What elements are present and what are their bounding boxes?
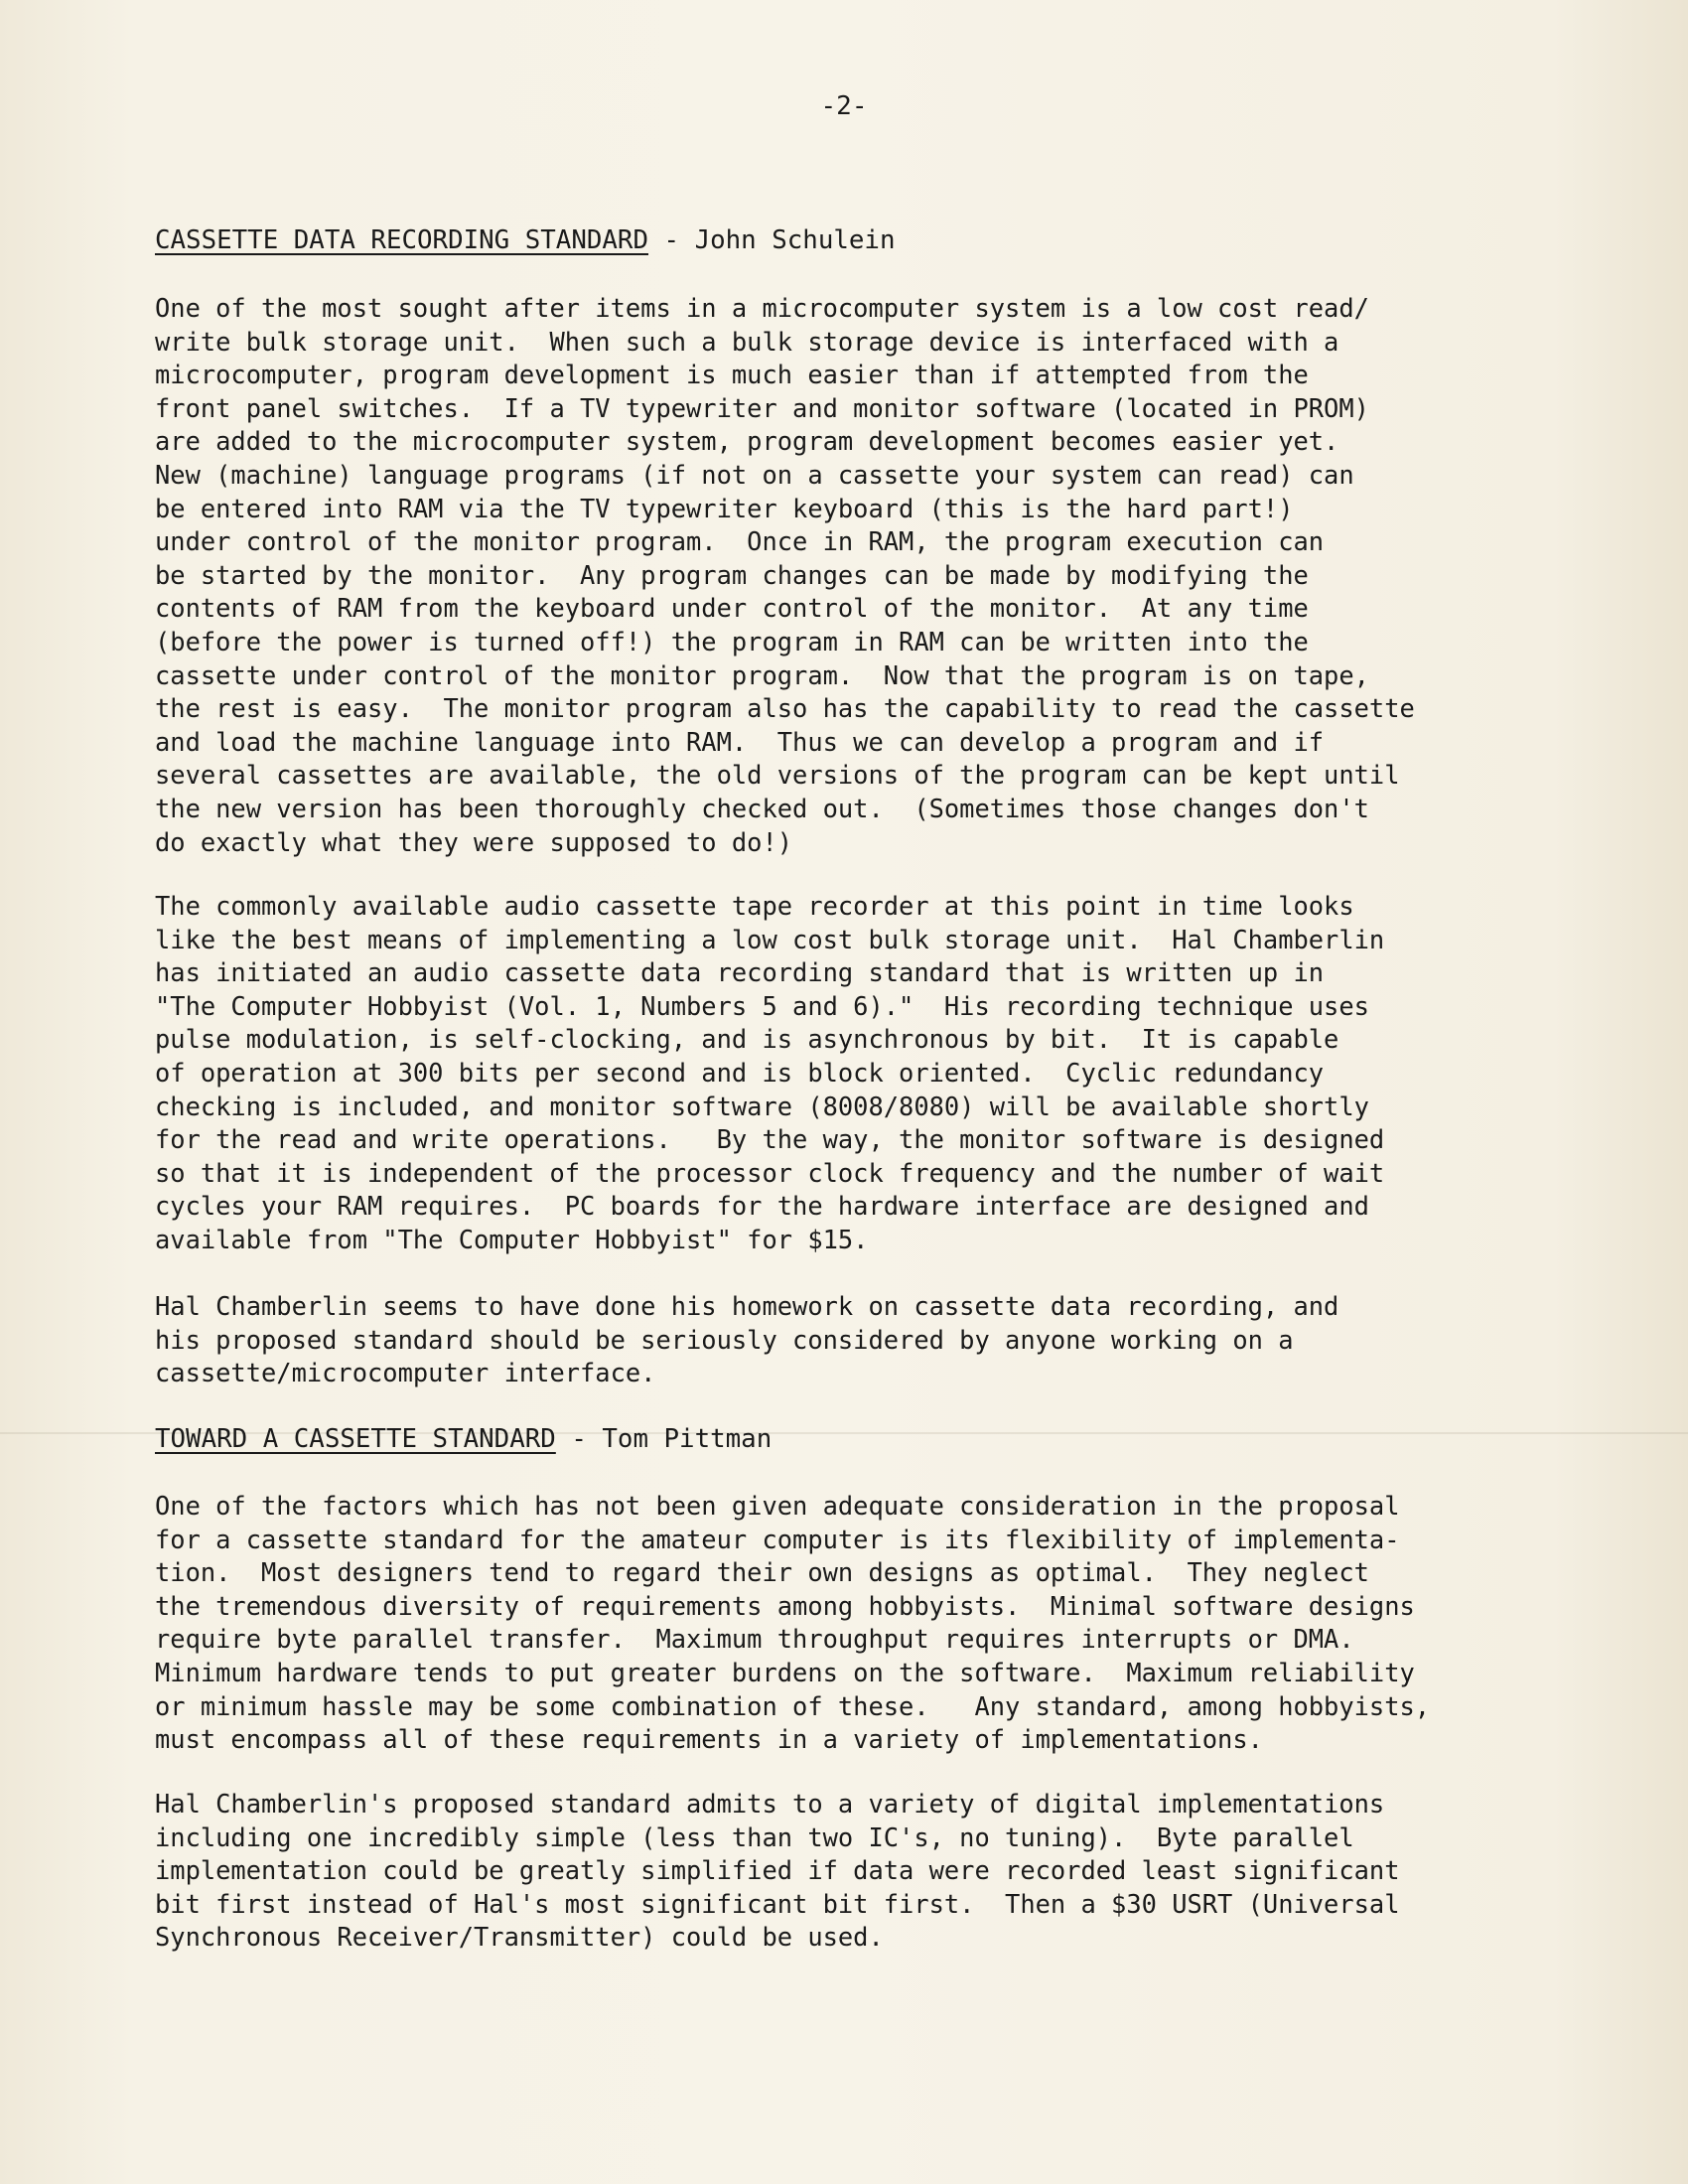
- article-paragraph: [155, 292, 1415, 859]
- text-line: checking is included, and monitor software (8008/8080) will be available shortly: [155, 1091, 1369, 1121]
- article-heading-toward-a-cassette-standard: [155, 1423, 772, 1457]
- text-line: pulse modulation, is self-clocking, and is asynchronous by bit. It is capable: [155, 1024, 1339, 1055]
- text-line: for a cassette standard for the amateur computer is its flexibility of implementa-: [155, 1524, 1400, 1554]
- text-line: implementation could be greatly simplified if data were recorded least significant: [155, 1855, 1400, 1886]
- article-paragraph: [155, 890, 1384, 1257]
- text-line: like the best means of implementing a low cost bulk storage unit. Hal Chamberlin: [155, 924, 1385, 954]
- text-line: of operation at 300 bits per second and is block oriented. Cyclic redundancy: [155, 1057, 1325, 1088]
- article-author: Tom Pittman: [602, 1424, 773, 1454]
- text-line: Hal Chamberlin's proposed standard admits to a variety of digital implementations: [155, 1789, 1385, 1819]
- text-line: Hal Chamberlin seems to have done his homework on cassette data recording, and: [155, 1291, 1339, 1321]
- text-line: require byte parallel transfer. Maximum throughput requires interrupts or DMA.: [155, 1624, 1354, 1655]
- text-line: cassette under control of the monitor program. Now that the program is on tape,: [155, 659, 1369, 690]
- text-line: front panel switches. If a TV typewriter and monitor software (located in PROM): [155, 392, 1369, 423]
- text-line: write bulk storage unit. When such a bulk storage device is interfaced with a: [155, 326, 1339, 357]
- text-line: do exactly what they were supposed to do!): [155, 826, 793, 857]
- text-line: available from "The Computer Hobbyist" for $15.: [155, 1224, 869, 1254]
- text-line: several cassettes are available, the old versions of the program can be kept until: [155, 760, 1400, 791]
- article-title: CASSETTE DATA RECORDING STANDARD: [155, 225, 648, 255]
- text-line: (before the power is turned off!) the program in RAM can be written into the: [155, 626, 1309, 656]
- text-line: microcomputer, program development is much easier than if attempted from the: [155, 360, 1309, 390]
- text-line: tion. Most designers tend to regard their own designs as optimal. They neglect: [155, 1557, 1369, 1588]
- text-line: New (machine) language programs (if not on a cassette your system can read) can: [155, 459, 1354, 490]
- text-line: One of the factors which has not been given adequate consideration in the proposal: [155, 1491, 1400, 1521]
- article-paragraph: [155, 1290, 1338, 1390]
- text-line: Synchronous Receiver/Transmitter) could be used.: [155, 1922, 884, 1953]
- article-heading-cassette-data-recording-standard: [155, 224, 896, 258]
- text-line: be started by the monitor. Any program changes can be made by modifying the: [155, 559, 1309, 590]
- text-line: cassette/microcomputer interface.: [155, 1358, 656, 1388]
- text-line: under control of the monitor program. Once in RAM, the program execution can: [155, 526, 1325, 557]
- text-line: cycles your RAM requires. PC boards for the hardware interface are designed and: [155, 1191, 1369, 1222]
- text-line: bit first instead of Hal's most significant bit first. Then a $30 USRT (Universal: [155, 1888, 1400, 1919]
- article-title: TOWARD A CASSETTE STANDARD: [155, 1424, 556, 1454]
- text-line: the rest is easy. The monitor program also has the capability to read the cassette: [155, 693, 1415, 724]
- text-line: Minimum hardware tends to put greater burdens on the software. Maximum reliability: [155, 1657, 1415, 1687]
- article-paragraph: [155, 1490, 1430, 1757]
- text-line: for the read and write operations. By the way, the monitor software is designed: [155, 1124, 1385, 1155]
- text-line: has initiated an audio cassette data recording standard that is written up in: [155, 957, 1325, 988]
- text-line: One of the most sought after items in a microcomputer system is a low cost read/: [155, 293, 1369, 323]
- text-line: be entered into RAM via the TV typewriter keyboard (this is the hard part!): [155, 493, 1294, 523]
- text-line: "The Computer Hobbyist (Vol. 1, Numbers 5 and 6)." His recording technique uses: [155, 990, 1369, 1021]
- heading-separator: -: [648, 225, 695, 255]
- heading-separator: -: [555, 1424, 603, 1454]
- text-line: must encompass all of these requirements in a variety of implementations.: [155, 1724, 1263, 1755]
- text-line: so that it is independent of the processor clock frequency and the number of wait: [155, 1157, 1385, 1188]
- text-line: contents of RAM from the keyboard under control of the monitor. At any time: [155, 593, 1309, 624]
- article-author: John Schulein: [694, 225, 896, 255]
- text-line: including one incredibly simple (less than two IC's, no tuning). Byte parallel: [155, 1821, 1354, 1852]
- article-paragraph: [155, 1788, 1400, 1955]
- text-line: are added to the microcomputer system, program development becomes easier yet.: [155, 426, 1339, 457]
- page-number: -2-: [820, 91, 868, 121]
- text-line: the new version has been thoroughly checked out. (Sometimes those changes don't: [155, 793, 1369, 823]
- text-line: or minimum hassle may be some combination of these. Any standard, among hobbyists,: [155, 1690, 1431, 1721]
- text-line: the tremendous diversity of requirements among hobbyists. Minimal software designs: [155, 1590, 1415, 1621]
- text-line: The commonly available audio cassette tape recorder at this point in time looks: [155, 891, 1354, 921]
- text-line: and load the machine language into RAM. Thus we can develop a program and if: [155, 726, 1325, 757]
- text-line: his proposed standard should be seriously considered by anyone working on a: [155, 1324, 1294, 1355]
